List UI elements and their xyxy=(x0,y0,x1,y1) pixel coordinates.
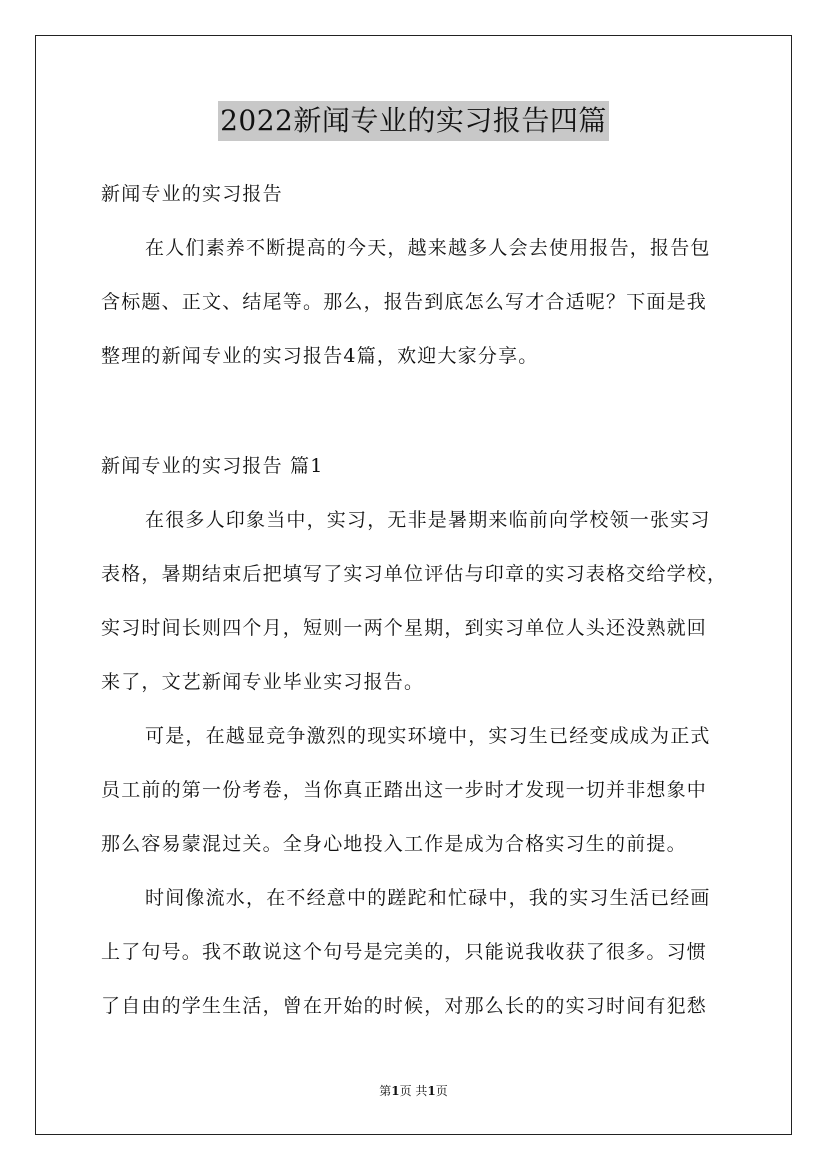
document-title: 2022新闻专业的实习报告四篇 xyxy=(218,101,609,141)
intro-line: 在人们素养不断提高的今天，越来越多人会去使用报告，报告包 xyxy=(145,237,711,259)
intro-line: 整理的新闻专业的实习报告4篇，欢迎大家分享。 xyxy=(101,345,539,367)
paragraph-line: 上了句号。我不敢说这个句号是完美的，只能说我收获了很多。习惯 xyxy=(101,941,708,963)
paragraph-line: 了自由的学生生活，曾在开始的时候，对那么长的的实习时间有犯愁 xyxy=(101,995,708,1017)
paragraph-line: 时间像流水，在不经意中的蹉跎和忙碌中，我的实习生活已经画 xyxy=(145,887,711,909)
intro-line: 含标题、正文、结尾等。那么，报告到底怎么写才合适呢？下面是我 xyxy=(101,291,708,313)
intro-heading: 新闻专业的实习报告 xyxy=(101,183,283,205)
paragraph-line: 实习时间长则四个月，短则一两个星期，到实习单位人头还没熟就回 xyxy=(101,617,708,639)
paragraph-line: 来了，文艺新闻专业毕业实习报告。 xyxy=(101,671,425,693)
section-heading: 新闻专业的实习报告 篇1 xyxy=(101,455,324,477)
footer-page-current: 1 xyxy=(391,1084,400,1098)
paragraph-line: 在很多人印象当中，实习，无非是暑期来临前向学校领一张实习 xyxy=(145,509,711,531)
footer-prefix: 第 xyxy=(379,1084,392,1098)
paragraph-line: 那么容易蒙混过关。全身心地投入工作是成为合格实习生的前提。 xyxy=(101,833,687,855)
footer-page-total: 1 xyxy=(427,1084,436,1098)
title-container xyxy=(0,101,827,141)
page-footer xyxy=(0,1083,827,1099)
footer-mid: 页 共 xyxy=(399,1084,428,1098)
footer-suffix: 页 xyxy=(435,1084,448,1098)
paragraph-line: 表格，暑期结束后把填写了实习单位评估与印章的实习表格交给学校， xyxy=(101,563,728,585)
paragraph-line: 可是，在越显竞争激烈的现实环境中，实习生已经变成成为正式 xyxy=(145,725,711,747)
paragraph-line: 员工前的第一份考卷，当你真正踏出这一步时才发现一切并非想象中 xyxy=(101,779,708,801)
